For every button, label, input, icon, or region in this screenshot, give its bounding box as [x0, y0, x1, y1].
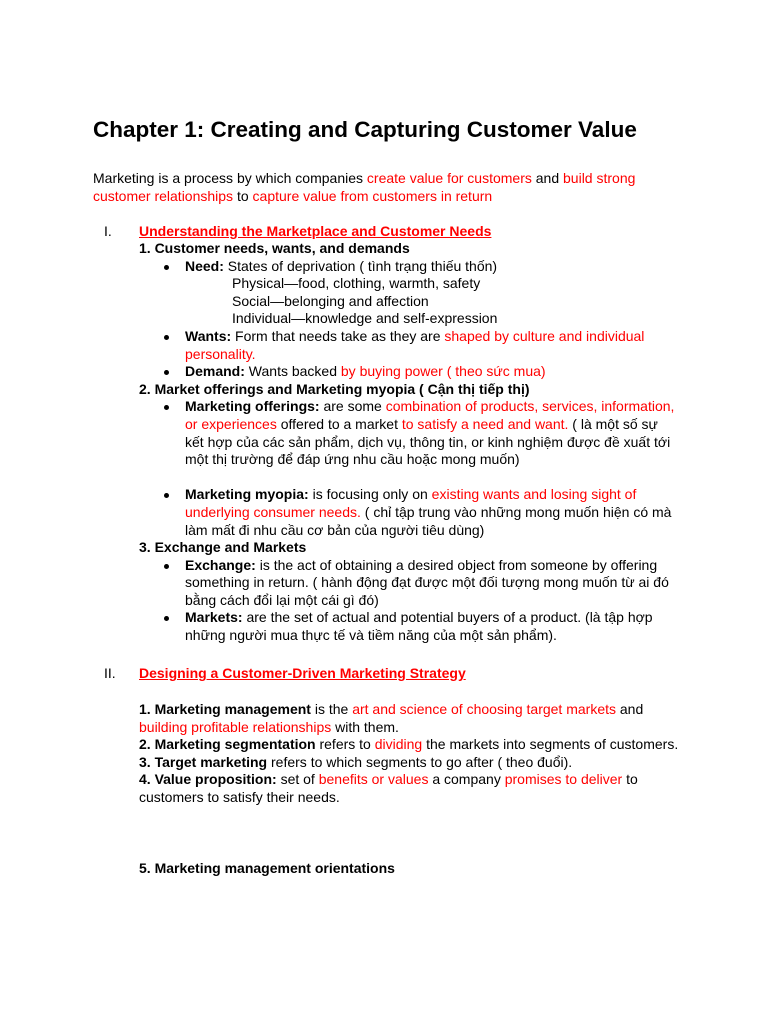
- bullet-marketing-myopia: [139, 486, 679, 539]
- bullet-dot: [164, 564, 169, 569]
- wants-text: Form that needs take as they are: [231, 327, 445, 344]
- bullet-exchange: [139, 557, 679, 610]
- section-1-numeral: I.: [104, 223, 112, 239]
- seg-text: the markets into segments of customers.: [422, 736, 679, 753]
- spacer: [139, 469, 679, 487]
- value-proposition-paragraph: [139, 771, 679, 806]
- mgmt-label: 1. Marketing management: [139, 701, 311, 717]
- vp-text: set of: [276, 771, 319, 788]
- offerings-text: ( là một số sự kết hợp của các sản phẩm, dịch vụ, thông tin, or kinh nghiệm được đề xuất tới một thị trường để đáp ứng nhu cầu hoặc mong muốn): [185, 415, 671, 468]
- mgmt-highlight: art and science of choosing target markets: [352, 701, 616, 717]
- myopia-highlight: existing wants and losing sight of underlying consumer needs.: [185, 486, 637, 520]
- intro-highlight: create value for customers: [366, 170, 532, 186]
- markets-label: Markets:: [185, 609, 243, 626]
- page-title: Chapter 1: Creating and Capturing Customer Value: [93, 117, 637, 142]
- bullet-dot: [164, 335, 169, 340]
- mgmt-text: is the: [310, 701, 353, 717]
- demand-text: Wants backed: [244, 363, 341, 380]
- subheading-exchange: 3. Exchange and Markets: [139, 539, 307, 556]
- vp-highlight: benefits or values: [318, 771, 429, 788]
- offerings-highlight: to satisfy a need and want.: [401, 415, 569, 432]
- offerings-text: offered to a market: [276, 415, 402, 432]
- need-label: Need:: [185, 257, 224, 274]
- subheading-needs: 1. Customer needs, wants, and demands: [139, 240, 410, 256]
- wants-label: Wants:: [185, 327, 232, 344]
- offerings-highlight: combination of products, services, information, or experiences: [185, 398, 675, 432]
- bullet-dot: [164, 265, 169, 270]
- vp-text: a company: [428, 771, 505, 788]
- seg-text: refers to: [315, 736, 375, 753]
- section-1-title: Understanding the Marketplace and Customer Needs: [139, 223, 492, 239]
- wants-highlight: shaped by culture and individual personality.: [185, 327, 645, 362]
- marketing-management-paragraph: [139, 701, 679, 736]
- bullet-dot: [164, 405, 169, 410]
- vp-label: 4. Value proposition:: [139, 771, 277, 788]
- intro-highlight: build strong customer relationships: [93, 170, 636, 204]
- bullet-need: [139, 258, 679, 276]
- tgt-label: 3. Target marketing: [139, 753, 268, 770]
- vp-text: to customers to satisfy their needs.: [139, 771, 638, 805]
- mgmt-highlight: building profitable relationships: [139, 718, 332, 735]
- seg-label: 2. Marketing segmentation: [139, 736, 316, 753]
- offerings-text: are some: [319, 398, 386, 415]
- target-marketing-paragraph: [139, 754, 679, 772]
- tgt-text: refers to which segments to go after ( theo đuổi).: [267, 753, 573, 770]
- section-2-numeral: II.: [104, 665, 116, 681]
- myopia-label: Marketing myopia:: [185, 486, 309, 503]
- demand-highlight: by buying power ( theo sức mua): [340, 363, 546, 380]
- bullet-dot: [164, 493, 169, 498]
- myopia-text: ( chỉ tập trung vào những mong muốn hiện có mà làm mất đi nhu cầu cơ bản của người tiêu dùng): [185, 503, 672, 538]
- exchange-label: Exchange:: [185, 556, 256, 573]
- segmentation-paragraph: [139, 736, 679, 754]
- bullet-demand: [139, 363, 679, 381]
- bullet-markets: [139, 609, 679, 644]
- mgmt-text: with them.: [331, 718, 399, 735]
- need-item: Physical—food, clothing, warmth, safety: [232, 275, 481, 292]
- need-item: Individual—knowledge and self-expression: [232, 310, 498, 327]
- offerings-label: Marketing offerings:: [185, 398, 320, 415]
- bullet-dot: [164, 370, 169, 375]
- vp-highlight: promises to deliver: [504, 771, 623, 788]
- need-item: Social—belonging and affection: [232, 292, 429, 309]
- seg-highlight: dividing: [374, 736, 423, 753]
- demand-label: Demand:: [185, 363, 245, 380]
- subheading-offerings: 2. Market offerings and Marketing myopia ( Cận thị tiếp thị): [139, 380, 530, 397]
- bullet-wants: [139, 328, 679, 363]
- intro-text: and: [531, 170, 564, 186]
- need-text: States of deprivation ( tình trạng thiếu thốn): [223, 257, 498, 274]
- intro-text: to: [233, 187, 253, 204]
- section-2-title: Designing a Customer-Driven Marketing Strategy: [139, 665, 466, 681]
- subheading-orientations: 5. Marketing management orientations: [139, 860, 395, 876]
- intro-highlight: capture value from customers in return: [252, 187, 493, 204]
- section-2-body: [139, 701, 679, 807]
- bullet-marketing-offerings: [139, 398, 679, 468]
- bullet-dot: [164, 616, 169, 621]
- myopia-text: is focusing only on: [308, 486, 432, 503]
- intro-text: Marketing is a process by which companies: [93, 170, 367, 186]
- markets-text: are the set of actual and potential buyers of a product. (là tập hợp những người mua thực tế và tiềm năng của một sản phẩm).: [185, 609, 653, 644]
- mgmt-text: and: [616, 701, 644, 717]
- section-1-body: [139, 240, 679, 645]
- exchange-text: is the act of obtaining a desired object from someone by offering something in return. ( hành động đạt được một đối tượng mong muốn từ ai đó bằng cách đổi lại một cái gì đó): [185, 556, 669, 608]
- intro-paragraph: [93, 170, 663, 205]
